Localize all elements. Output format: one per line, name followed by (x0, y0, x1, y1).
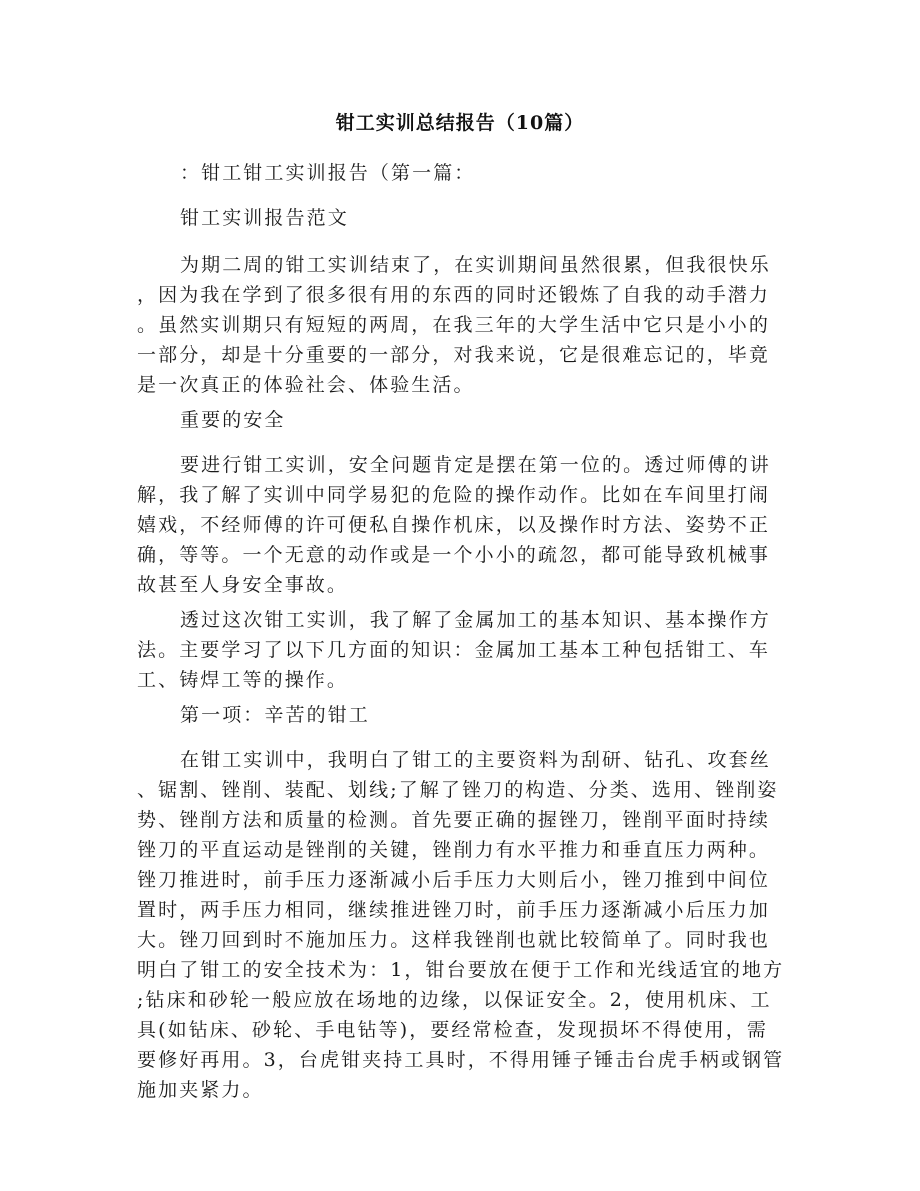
section-heading (137, 405, 787, 435)
text-line: 重要的安全 (180, 409, 286, 431)
text-line: 钳工实训报告范文 (180, 207, 349, 229)
paragraph (137, 450, 787, 600)
text-line: 解，我了解了实训中同学易犯的危险的操作动作。比如在车间里打闹 (137, 484, 771, 506)
text-line: 具(如钻床、砂轮、手电钻等)，要经常检查，发现损坏不得使用，需 (137, 1019, 768, 1041)
text-line: 施加夹紧力。 (137, 1079, 264, 1101)
text-line: 一部分，却是十分重要的一部分，对我来说，它是很难忘记的，毕竟 (137, 344, 771, 366)
text-line: 要进行钳工实训，安全问题肯定是摆在第一位的。透过师傅的讲 (180, 454, 771, 476)
text-line: 锉刀推进时，前手压力逐渐减小后手压力大则后小，锉刀推到中间位 (137, 869, 771, 891)
text-line: 嬉戏，不经师傅的许可便私自操作机床，以及操作时方法、姿势不正 (137, 514, 771, 536)
text-line: 明白了钳工的安全技术为：1，钳台要放在便于工作和光线适宜的地方 (137, 959, 785, 981)
text-line: 大。锉刀回到时不施加压力。这样我锉削也就比较简单了。同时我也 (137, 929, 771, 951)
section-heading (137, 158, 787, 188)
text-line: 势、锉削方法和质量的检测。首先要正确的握锉刀，锉削平面时持续 (137, 809, 771, 831)
text-line: 确，等等。一个无意的动作或是一个小小的疏忽，都可能导致机械事 (137, 544, 771, 566)
text-line: 法。主要学习了以下几方面的知识：金属加工基本工种包括钳工、车 (137, 639, 771, 661)
text-line: 透过这次钳工实训，我了解了金属加工的基本知识、基本操作方 (180, 609, 771, 631)
paragraph (137, 250, 787, 400)
text-line: 锉刀的平直运动是锉削的关键，锉削力有水平推力和垂直压力两种。 (137, 839, 771, 861)
text-line: 第一项：辛苦的钳工 (180, 704, 370, 726)
text-line: 为期二周的钳工实训结束了，在实训期间虽然很累，但我很快乐 (180, 254, 771, 276)
text-line: ;钻床和砂轮一般应放在场地的边缘，以保证安全。2，使用机床、工 (137, 989, 772, 1011)
text-line: 在钳工实训中，我明白了钳工的主要资料为刮研、钻孔、攻套丝 (180, 749, 771, 771)
text-line: 要修好再用。3，台虎钳夹持工具时，不得用锤子锤击台虎手柄或钢管 (137, 1049, 785, 1071)
section-heading (137, 203, 787, 233)
text-line: 置时，两手压力相同，继续推进锉刀时，前手压力逐渐减小后压力加 (137, 899, 771, 921)
text-line: 、锯割、锉削、装配、划线;了解了锉刀的构造、分类、选用、锉削姿 (137, 779, 779, 801)
text-line: 故甚至人身安全事故。 (137, 574, 349, 596)
text-line: 。虽然实训期只有短短的两周，在我三年的大学生活中它只是小小的 (137, 314, 771, 336)
section-heading (137, 700, 787, 730)
paragraph (137, 745, 787, 1105)
text-line: 是一次真正的体验社会、体验生活。 (137, 374, 475, 396)
paragraph (137, 605, 787, 695)
text-line: ，因为我在学到了很多很有用的东西的同时还锻炼了自我的动手潜力 (137, 284, 771, 306)
text-line: ：钳工钳工实训报告（第一篇： (180, 162, 476, 184)
document-title: 钳工实训总结报告（10篇） (335, 112, 585, 134)
text-line: 工、铸焊工等的操作。 (137, 669, 349, 691)
